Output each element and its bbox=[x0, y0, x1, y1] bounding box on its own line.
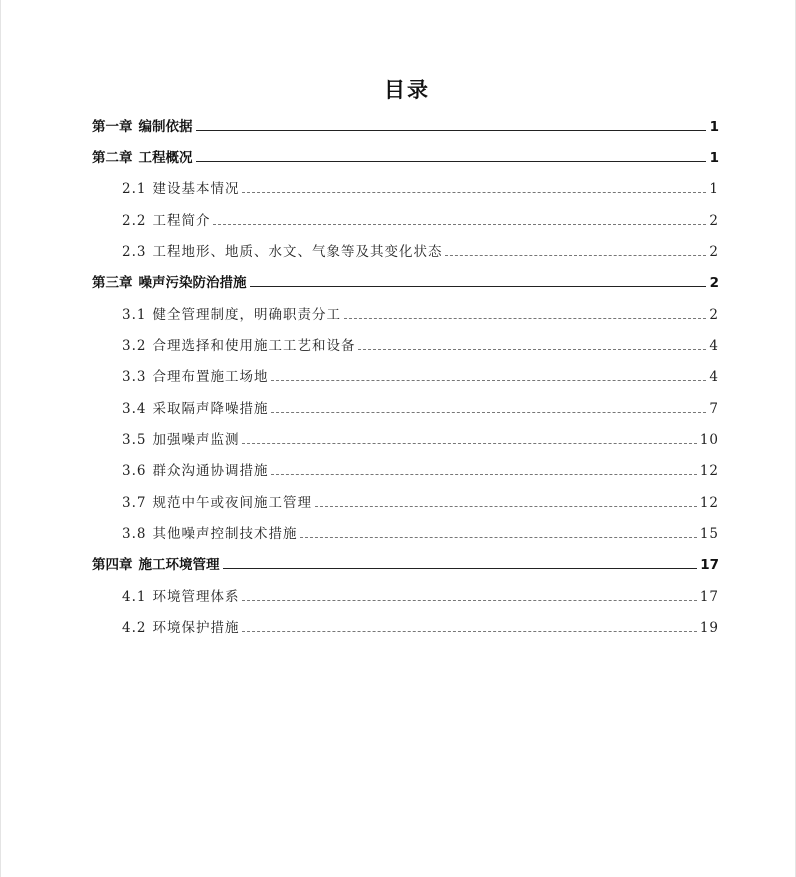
dot-leader bbox=[242, 600, 696, 601]
toc-entry-section-3-1[interactable] bbox=[122, 304, 719, 326]
entry-number: 3.5 bbox=[122, 432, 147, 448]
entry-number: 3.8 bbox=[122, 526, 147, 542]
dot-leader bbox=[250, 286, 707, 287]
toc-entry-chapter-4[interactable] bbox=[92, 554, 719, 576]
entry-number: 第二章 bbox=[92, 150, 133, 166]
entry-title: 环境保护措施 bbox=[152, 620, 240, 636]
dot-leader bbox=[358, 349, 706, 350]
entry-page-number: 12 bbox=[699, 495, 719, 511]
entry-page-number: 10 bbox=[699, 432, 719, 448]
entry-title: 工程概况 bbox=[138, 150, 193, 166]
dot-leader bbox=[315, 506, 697, 507]
toc-entry-section-4-2[interactable] bbox=[122, 617, 719, 639]
entry-number: 第一章 bbox=[92, 119, 133, 135]
entry-number: 2.2 bbox=[122, 213, 147, 229]
entry-number: 第三章 bbox=[92, 275, 133, 291]
entry-title: 健全管理制度，明确职责分工 bbox=[152, 307, 341, 323]
toc-entry-section-2-1[interactable] bbox=[122, 178, 719, 200]
toc-entry-section-3-3[interactable] bbox=[122, 366, 719, 388]
entry-page-number: 7 bbox=[709, 401, 719, 417]
dot-leader bbox=[196, 130, 707, 131]
entry-page-number: 2 bbox=[709, 307, 719, 323]
dot-leader bbox=[271, 474, 696, 475]
entry-page-number: 4 bbox=[709, 338, 719, 354]
dot-leader bbox=[223, 568, 698, 569]
entry-title: 合理选择和使用施工工艺和设备 bbox=[152, 338, 356, 354]
toc-entry-section-2-2[interactable] bbox=[122, 210, 719, 232]
entry-title: 采取隔声降噪措施 bbox=[152, 401, 269, 417]
entry-page-number: 17 bbox=[699, 589, 719, 605]
entry-page-number: 17 bbox=[700, 557, 719, 573]
entry-title: 加强噪声监测 bbox=[152, 432, 240, 448]
entry-page-number: 1 bbox=[709, 150, 719, 166]
entry-number: 4.1 bbox=[122, 589, 147, 605]
entry-page-number: 12 bbox=[699, 463, 719, 479]
entry-number: 第四章 bbox=[92, 557, 133, 573]
entry-number: 3.2 bbox=[122, 338, 147, 354]
dot-leader bbox=[445, 255, 706, 256]
entry-page-number: 15 bbox=[699, 526, 719, 542]
entry-title: 合理布置施工场地 bbox=[152, 369, 269, 385]
entry-title: 工程简介 bbox=[152, 213, 211, 229]
dot-leader bbox=[242, 192, 706, 193]
dot-leader bbox=[213, 224, 706, 225]
entry-title: 环境管理体系 bbox=[152, 589, 240, 605]
entry-number: 3.7 bbox=[122, 495, 147, 511]
dot-leader bbox=[271, 412, 706, 413]
entry-page-number: 1 bbox=[709, 119, 719, 135]
dot-leader bbox=[242, 631, 696, 632]
entry-page-number: 2 bbox=[709, 275, 719, 291]
entry-number: 2.3 bbox=[122, 244, 147, 260]
entry-title: 建设基本情况 bbox=[152, 181, 240, 197]
entry-title: 施工环境管理 bbox=[138, 557, 220, 573]
entry-title: 编制依据 bbox=[138, 119, 193, 135]
toc-entry-chapter-3[interactable] bbox=[92, 272, 719, 294]
entry-number: 4.2 bbox=[122, 620, 147, 636]
dot-leader bbox=[196, 161, 707, 162]
toc-entry-chapter-2[interactable] bbox=[92, 147, 719, 169]
toc-entry-section-3-7[interactable] bbox=[122, 492, 719, 514]
entry-number: 3.4 bbox=[122, 401, 147, 417]
entry-number: 3.1 bbox=[122, 307, 147, 323]
entry-title: 工程地形、地质、水文、气象等及其变化状态 bbox=[152, 244, 443, 260]
toc-entry-chapter-1[interactable] bbox=[92, 116, 719, 138]
entry-page-number: 19 bbox=[699, 620, 719, 636]
dot-leader bbox=[271, 380, 706, 381]
toc-entry-section-3-8[interactable] bbox=[122, 523, 719, 545]
entry-title: 规范中午或夜间施工管理 bbox=[152, 495, 312, 511]
entry-number: 3.6 bbox=[122, 463, 147, 479]
entry-page-number: 1 bbox=[709, 181, 719, 197]
entry-number: 3.3 bbox=[122, 369, 147, 385]
entry-title: 噪声污染防治措施 bbox=[138, 275, 247, 291]
entry-page-number: 4 bbox=[709, 369, 719, 385]
dot-leader bbox=[300, 537, 696, 538]
toc-entry-section-3-4[interactable] bbox=[122, 398, 719, 420]
dot-leader bbox=[242, 443, 696, 444]
toc-entry-section-2-3[interactable] bbox=[122, 241, 719, 263]
entry-number: 2.1 bbox=[122, 181, 147, 197]
toc-entry-section-3-2[interactable] bbox=[122, 335, 719, 357]
toc-entry-section-3-6[interactable] bbox=[122, 460, 719, 482]
dot-leader bbox=[344, 318, 706, 319]
toc-title: 目录 bbox=[384, 78, 430, 102]
toc-entry-section-4-1[interactable] bbox=[122, 586, 719, 608]
entry-page-number: 2 bbox=[709, 244, 719, 260]
entry-page-number: 2 bbox=[709, 213, 719, 229]
entry-title: 其他噪声控制技术措施 bbox=[152, 526, 298, 542]
entry-title: 群众沟通协调措施 bbox=[152, 463, 269, 479]
toc-entry-section-3-5[interactable] bbox=[122, 429, 719, 451]
